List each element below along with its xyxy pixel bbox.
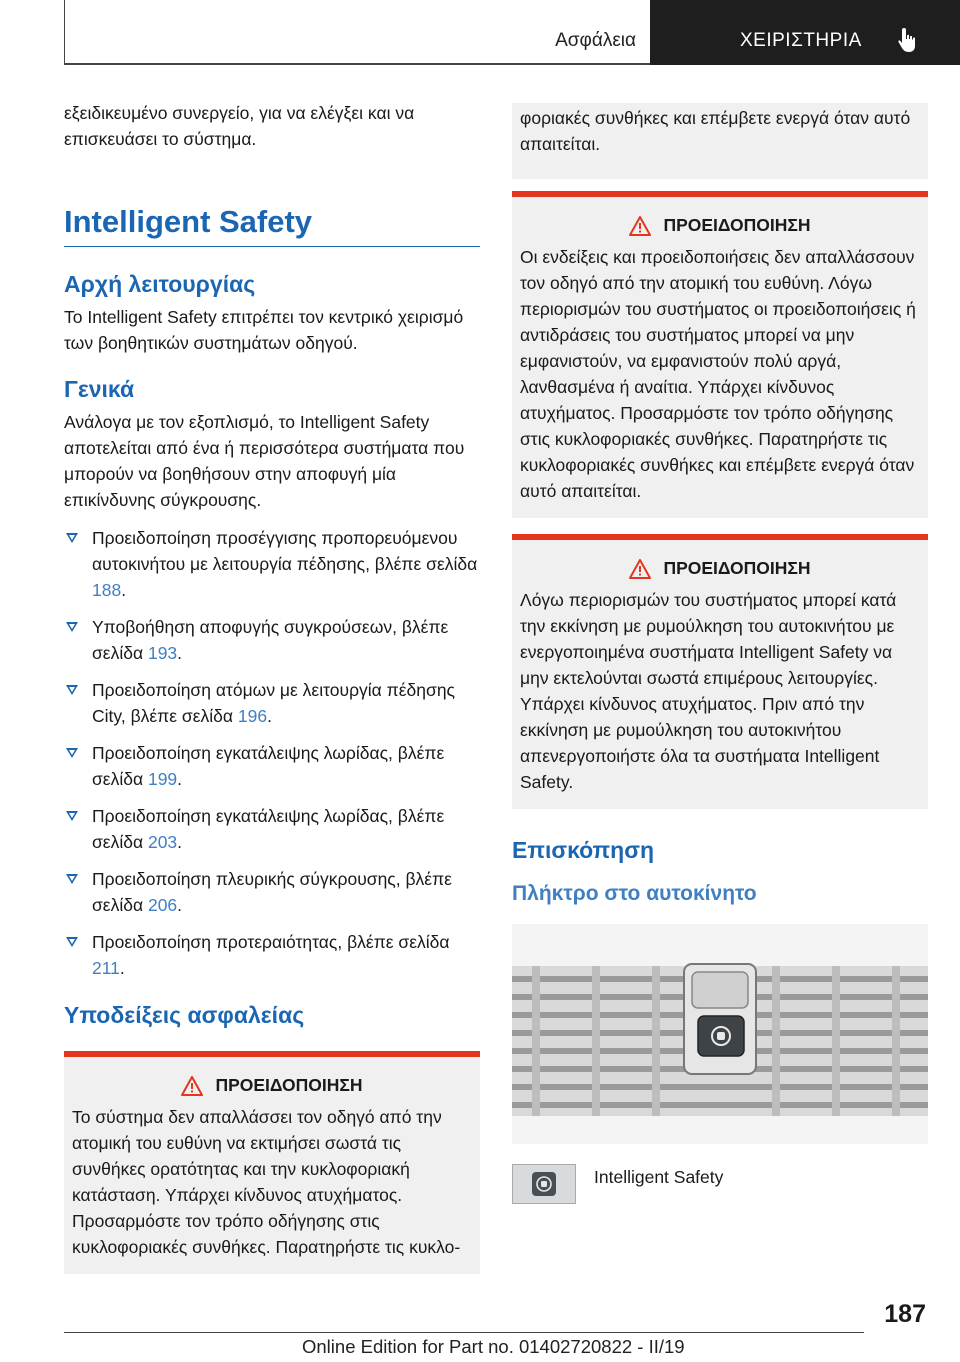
section-title: Intelligent Safety [64, 204, 480, 247]
list-item: Προειδοποίηση εγκατάλειψης λωρίδας, βλέπε σελίδα 199. [64, 740, 480, 792]
warning-box [512, 191, 928, 518]
warning-text: Λόγω περιορισμών του συστήματος μπορεί κατά την εκκίνηση με ρυμούλκηση του αυτοκινήτου με ενεργοποιημένα συστήματα Intelligent Safety να μην εκτελούνται σωστά επιμέρους λειτουργίες. Υπάρχει κίνδυνος ατυχήματος. Πριν από την εκκίνηση με ρυμούλκηση του αυτοκινήτου απενεργοποιήστε όλα τα συστήματα Intelligent Safety. [520, 590, 897, 792]
hand-pointer-icon [896, 26, 922, 54]
intelligent-safety-icon [531, 1171, 557, 1197]
air-vent-illustration [512, 924, 928, 1144]
triangle-bullet-icon [66, 685, 78, 695]
list-item: Προειδοποίηση εγκατάλειψης λωρίδας, βλέπε σελίδα 203. [64, 803, 480, 855]
page-link[interactable]: 199 [147, 769, 178, 789]
warning-title: ΠΡΟΕΙΔΟΠΟΙΗΣΗ [663, 558, 811, 578]
page-link[interactable]: 203 [147, 832, 178, 852]
warning-continuation-text: φοριακές συνθήκες και επέμβετε ενεργά όταν αυτό απαιτείται. [520, 108, 911, 154]
header-bottom-rule [64, 63, 650, 65]
footer-edition: Online Edition for Part no. 01402720822 - II/19 [302, 1336, 685, 1357]
warning-box [64, 1051, 480, 1274]
warning-header [520, 558, 920, 579]
header-left-rule [64, 0, 65, 64]
warning-header [520, 215, 920, 236]
triangle-bullet-icon [66, 622, 78, 632]
left-column [64, 100, 480, 1274]
page-link[interactable]: 188 [92, 580, 122, 600]
warning-continuation-box [512, 103, 928, 179]
list-item: Προειδοποίηση προσέγγισης προπορευόμενου αυτοκινήτου με λειτουργία πέδησης, βλέπε σελίδα 188. [64, 525, 480, 603]
overview-heading: Επισκόπηση [512, 837, 654, 863]
footer-rule [64, 1332, 864, 1333]
triangle-bullet-icon [66, 533, 78, 543]
list-item: Προειδοποίηση πλευρικής σύγκρουσης, βλέπε σελίδα 206. [64, 866, 480, 918]
dashboard-button-photo [512, 924, 928, 1144]
page-number: 187 [884, 1300, 926, 1328]
list-item: Υποβοήθηση αποφυγής συγκρούσεων, βλέπε σελίδα 193. [64, 614, 480, 666]
warning-header [72, 1075, 472, 1096]
general-heading: Γενικά [64, 376, 135, 402]
warning-triangle-icon [181, 1076, 203, 1096]
warning-title: ΠΡΟΕΙΔΟΠΟΙΗΣΗ [663, 215, 811, 235]
page-link[interactable]: 211 [92, 958, 120, 978]
list-item: Προειδοποίηση ατόμων με λειτουργία πέδησης City, βλέπε σελίδα 196. [64, 677, 480, 729]
header-section-title: Ασφάλεια [555, 30, 636, 51]
intro-text: εξειδικευμένο συνεργείο, για να ελέγξει και να επισκευάσει το σύστημα. [64, 103, 415, 149]
safety-heading: Υποδείξεις ασφαλείας [64, 1002, 305, 1028]
button-heading: Πλήκτρο στο αυτοκίνητο [512, 882, 757, 905]
intelligent-safety-button[interactable] [512, 1164, 576, 1204]
page-link[interactable]: 193 [147, 643, 178, 663]
system-reference-list [64, 525, 480, 981]
warning-text: Το σύστημα δεν απαλλάσσει τον οδηγό από την ατομική του ευθύνη να εκτιμήσει σωστά τις συνθήκες ορατότητας και την κυκλοφοριακή κατάσταση. Υπάρχει κίνδυνος ατυχήματος. Προσαρμόστε τον τρόπο οδήγησης στις κυκλοφοριακές συνθήκες. Παρατηρήστε τις κυκλο- [72, 1107, 461, 1257]
triangle-bullet-icon [66, 874, 78, 884]
page-link[interactable]: 196 [237, 706, 268, 726]
triangle-bullet-icon [66, 937, 78, 947]
triangle-bullet-icon [66, 811, 78, 821]
right-column [512, 103, 928, 1204]
general-text: Ανάλογα με τον εξοπλισμό, το Intelligent Safety αποτελείται από ένα ή περισσότερα συστήματα που μπορούν να βοηθήσουν στην αποφυγή μία επικίνδυνης σύγκρουσης. [64, 412, 465, 510]
button-legend-row [512, 1164, 928, 1204]
warning-text: Οι ενδείξεις και προειδοποιήσεις δεν απαλλάσσουν τον οδηγό από την ατομική του ευθύνη. Λόγω περιορισμών του συστήματος οι προειδοποιήσεις ή αντιδράσεις του συστήματος μπορεί να μην εμφανιστούν, να εμφανιστούν πολύ αργά, λανθασμένα ή αναίτια. Υπάρχει κίνδυνος ατυχήματος. Προσαρμόστε τον τρόπο οδήγησης στις κυκλοφοριακές συνθήκες. Παρατηρήστε τις κυκλοφοριακές συνθήκες και επέμβετε ενεργά όταν αυτό απαιτείται. [520, 247, 916, 501]
warning-box [512, 534, 928, 809]
principle-heading: Αρχή λειτουργίας [64, 271, 256, 297]
header-chapter-label: ΧΕΙΡΙΣΤΗΡΙΑ [740, 30, 862, 51]
warning-triangle-icon [629, 559, 651, 579]
warning-triangle-icon [629, 216, 651, 236]
principle-text: Το Intelligent Safety επιτρέπει τον κεντρικό χειρισμό των βοηθητικών συστημάτων οδηγού. [64, 307, 464, 353]
button-label: Intelligent Safety [594, 1167, 724, 1187]
list-item: Προειδοποίηση προτεραιότητας, βλέπε σελίδα 211. [64, 929, 480, 981]
triangle-bullet-icon [66, 748, 78, 758]
page-link[interactable]: 206 [147, 895, 178, 915]
warning-title: ΠΡΟΕΙΔΟΠΟΙΗΣΗ [215, 1075, 363, 1095]
